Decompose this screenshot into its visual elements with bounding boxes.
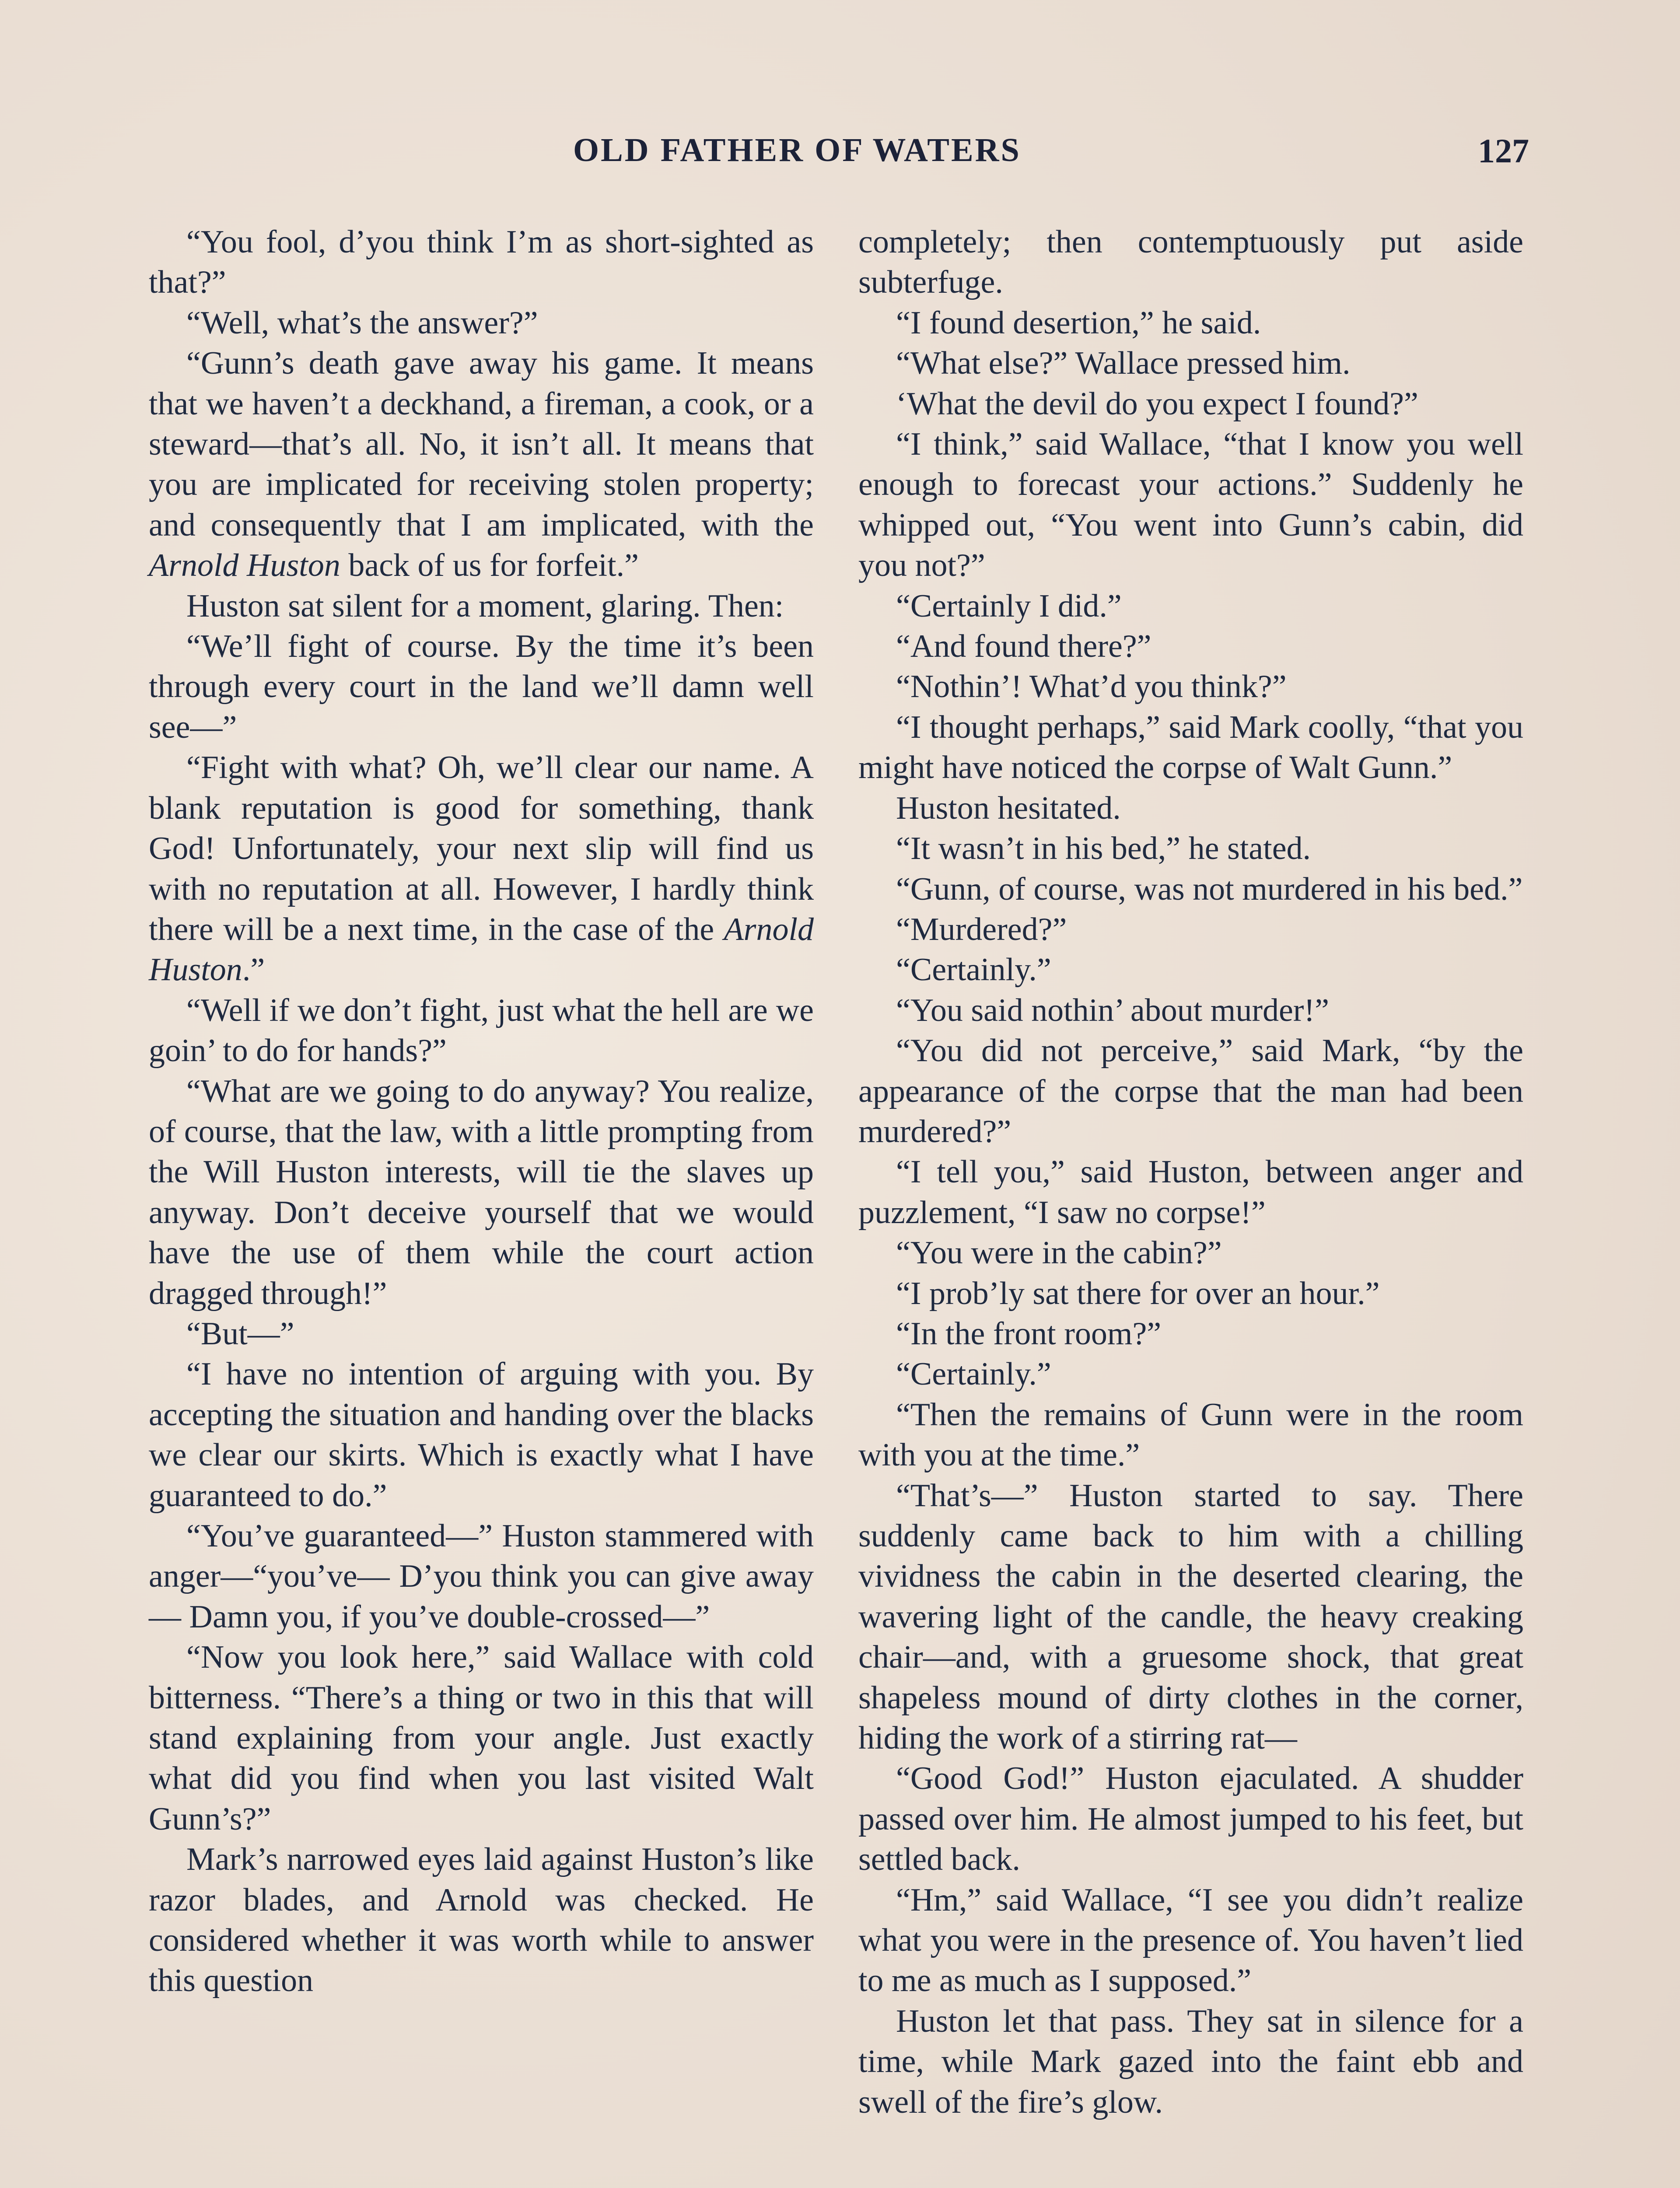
paragraph: “Certainly.” [896, 1356, 1051, 1392]
paragraph: “I tell you,” said Huston, between anger and puzzlement, “I saw no corpse!” [858, 1154, 1523, 1231]
paragraph-text: back of us for forfeit.” [348, 547, 639, 584]
paragraph: “Then the remains of Gunn were in the room with you at the time.” [858, 1396, 1523, 1473]
ship-name: Arnold Huston [149, 911, 814, 988]
paragraph: “You said nothin’ about murder!” [896, 992, 1329, 1028]
left-column [149, 222, 814, 2001]
paragraph: “We’ll fight of course. By the time it’s been through every court in the land we’ll damn well see—” [149, 628, 814, 745]
paragraph: “It wasn’t in his bed,” he stated. [896, 831, 1311, 867]
paragraph: “And found there?” [896, 628, 1152, 665]
paragraph: Huston hesitated. [896, 790, 1121, 826]
paragraph: “You did not perceive,” said Mark, “by the appearance of the corpse that the man had been murdered?” [858, 1033, 1523, 1150]
paragraph: “Hm,” said Wallace, “I see you didn’t realize what you were in the presence of. You haven’t lied to me as much as I supposed.” [858, 1882, 1523, 1999]
running-title: OLD FATHER OF WATERS [573, 132, 1021, 168]
paragraph [149, 747, 814, 990]
paragraph: ‘What the devil do you expect I found?” [896, 386, 1418, 422]
paragraph: “You fool, d’you think I’m as short-sighted as that?” [149, 224, 814, 301]
paragraph: “Well if we don’t fight, just what the hell are we goin’ to do for hands?” [149, 992, 814, 1069]
paragraph: Mark’s narrowed eyes laid against Huston’s like razor blades, and Arnold was checked. He considered whether it was worth while to answer this question [149, 1841, 814, 1999]
paragraph: “Certainly I did.” [896, 588, 1122, 624]
paragraph [149, 343, 814, 586]
paragraph: “What are we going to do anyway? You realize, of course, that the law, with a little prompting from the Will Huston interests, will tie the slaves up anyway. Don’t deceive yourself that we would have the use of them while the court action dragged through!” [149, 1073, 814, 1311]
paragraph: “Certainly.” [896, 952, 1051, 988]
paragraph: “In the front room?” [896, 1315, 1162, 1352]
paragraph: “Now you look here,” said Wallace with cold bitterness. “There’s a thing or two in this that will stand explaining from your angle. Just exactly what did you find when you last visited Walt Gunn’s?” [149, 1639, 814, 1837]
paragraph-continued: completely; then contemptuously put aside subterfuge. [858, 224, 1523, 301]
right-column [858, 222, 1523, 2122]
paragraph-text: “Fight with what? Oh, we’ll clear our name. A blank reputation is good for something, thank God! Unfortunately, your next slip will find us with no reputation at all. However, I hardly think there will be a next time, in the case of the [149, 750, 814, 947]
page-header [0, 131, 1680, 179]
paragraph: “I have no intention of arguing with you. By accepting the situation and handing over the blacks we clear our skirts. Which is exactly what I have guaranteed to do.” [149, 1356, 814, 1514]
paragraph-text: “Gunn’s death gave away his game. It means that we haven’t a deckhand, a fireman, a cook, or a steward—that’s all. No, it isn’t all. It means that you are implicated for receiving stolen property; and consequently that I am implicated, with the [149, 345, 814, 543]
paragraph: “I think,” said Wallace, “that I know you well enough to forecast your actions.” Suddenly he whipped out, “You went into Gunn’s cabin, did you not?” [858, 426, 1523, 584]
paragraph: Huston let that pass. They sat in silence for a time, while Mark gazed into the faint ebb and swell of the fire’s glow. [858, 2003, 1523, 2120]
paragraph: “I thought perhaps,” said Mark coolly, “that you might have noticed the corpse of Walt Gunn.” [858, 709, 1523, 786]
paragraph: “You were in the cabin?” [896, 1235, 1222, 1271]
paragraph: “Nothin’! What’d you think?” [896, 669, 1287, 705]
paragraph: “That’s—” Huston started to say. There suddenly came back to him with a chilling vividness the cabin in the deserted clearing, the wavering light of the candle, the heavy creaking chair—and, with a gruesome shock, that great shapeless mound of dirty clothes in the corner, hiding the work of a stirring rat— [858, 1477, 1523, 1757]
paragraph-text: .” [242, 952, 265, 988]
paragraph: Huston sat silent for a moment, glaring. Then: [186, 588, 784, 624]
paragraph: “What else?” Wallace pressed him. [896, 345, 1351, 382]
paragraph: “But—” [186, 1315, 294, 1352]
paragraph: “Gunn, of course, was not murdered in his bed.” [896, 871, 1523, 907]
paragraph: “I found desertion,” he said. [896, 305, 1261, 341]
ship-name: Arnold Huston [149, 547, 340, 584]
paragraph: “Well, what’s the answer?” [186, 305, 538, 341]
paragraph: “You’ve guaranteed—” Huston stammered with anger—“you’ve— D’you think you can give away— Damn you, if you’ve double-crossed—” [149, 1518, 814, 1635]
paragraph: “Good God!” Huston ejaculated. A shudder passed over him. He almost jumped to his feet, but settled back. [858, 1760, 1523, 1878]
page-number: 127 [1478, 132, 1529, 170]
paragraph: “I prob’ly sat there for over an hour.” [896, 1275, 1380, 1311]
paragraph: “Murdered?” [896, 911, 1067, 947]
